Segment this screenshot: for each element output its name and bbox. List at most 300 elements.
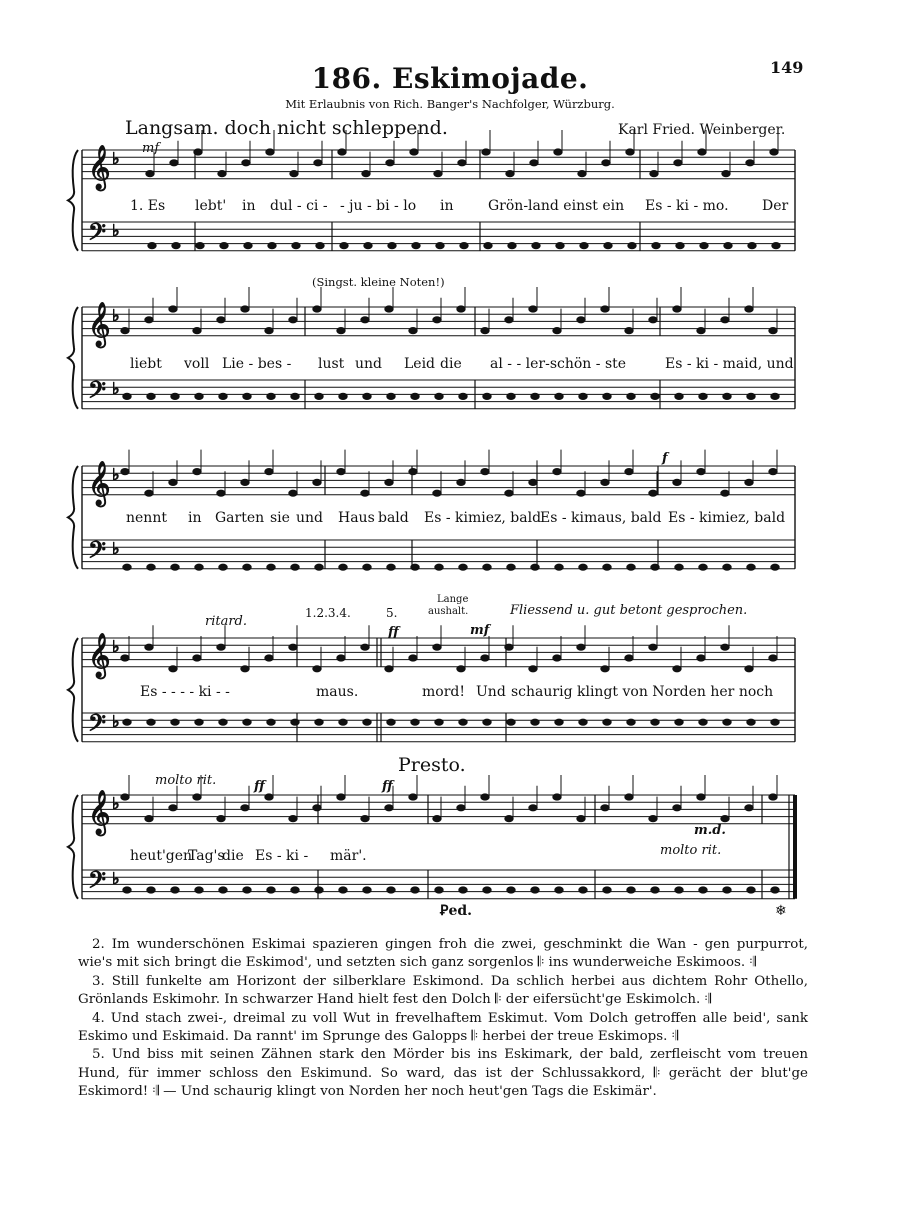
notehead (603, 393, 611, 399)
notehead (507, 564, 515, 570)
notehead (291, 887, 299, 893)
notehead (193, 794, 201, 800)
notehead (411, 393, 419, 399)
lyric: schaurig klingt von Norden her noch (511, 684, 774, 700)
notehead (676, 243, 684, 249)
notehead (220, 243, 228, 249)
treble-clef-icon: 𝄞 (88, 145, 111, 189)
notehead (241, 479, 249, 485)
notehead (675, 393, 683, 399)
lyric: Es - kimaus, bald (540, 510, 662, 526)
lyric: mär'. (330, 848, 367, 864)
notehead (747, 887, 755, 893)
volta-2: 5. (386, 606, 398, 620)
notehead (411, 564, 419, 570)
treble-clef-icon: 𝄞 (88, 461, 111, 505)
lyric: nennt (126, 510, 167, 526)
dynamic-mf-2: mf (470, 623, 490, 638)
notehead (457, 306, 465, 312)
notehead (291, 564, 299, 570)
lyric: Leid (404, 356, 436, 372)
notehead (529, 306, 537, 312)
notehead (457, 666, 465, 672)
notehead (482, 149, 490, 155)
notehead (243, 887, 251, 893)
notehead (769, 328, 777, 334)
notehead (434, 171, 442, 177)
notehead (459, 393, 467, 399)
notehead (700, 243, 708, 249)
notehead (508, 243, 516, 249)
notehead (769, 794, 777, 800)
notehead (530, 160, 538, 166)
notehead (121, 655, 129, 661)
pedal-marking: Ꝑed. (440, 903, 473, 919)
notehead (387, 887, 395, 893)
notehead (409, 794, 417, 800)
notehead (651, 887, 659, 893)
notehead (412, 243, 420, 249)
notehead (553, 469, 561, 475)
notehead (579, 564, 587, 570)
notehead (555, 393, 563, 399)
flat-key-signature-icon: ♭ (112, 637, 120, 656)
notehead (625, 469, 633, 475)
notehead (171, 719, 179, 725)
dynamic-ff-3: ff (382, 779, 393, 794)
notehead (267, 393, 275, 399)
notehead (747, 564, 755, 570)
notehead (433, 317, 441, 323)
notehead (242, 160, 250, 166)
notehead (364, 243, 372, 249)
lyric: liebt (130, 356, 162, 372)
notehead (723, 887, 731, 893)
notehead (363, 887, 371, 893)
notehead (267, 887, 275, 893)
notehead (147, 393, 155, 399)
notehead (193, 328, 201, 334)
notehead (313, 805, 321, 811)
notehead (603, 719, 611, 725)
notehead (507, 393, 515, 399)
notehead (771, 393, 779, 399)
lyric: heut'gen (130, 848, 193, 864)
notehead (169, 479, 177, 485)
lyric: al - - ler-schön - ste (490, 356, 627, 372)
molto-rit-2: molto rit. (660, 843, 722, 858)
notehead (505, 644, 513, 650)
treble-clef-icon: 𝄞 (88, 790, 111, 834)
notehead (289, 644, 297, 650)
notehead (193, 469, 201, 475)
notehead (435, 887, 443, 893)
notehead (772, 243, 780, 249)
page-number: 149 (770, 58, 804, 77)
notehead (722, 171, 730, 177)
notehead (316, 243, 324, 249)
notehead (601, 666, 609, 672)
notehead (697, 655, 705, 661)
flat-key-signature-icon: ♭ (112, 379, 120, 398)
song-title: 186. Eskimojade. (311, 62, 589, 95)
notehead (385, 479, 393, 485)
notehead (771, 564, 779, 570)
lyric: Lie - bes - (222, 356, 292, 372)
lyric: Es - kimiez, bald (668, 510, 786, 526)
notehead (387, 564, 395, 570)
ritard-marking: ritard. (205, 614, 248, 629)
dynamic-mf-1: mf (142, 141, 160, 156)
notehead (723, 564, 731, 570)
notehead (577, 490, 585, 496)
notehead (385, 666, 393, 672)
notehead (649, 490, 657, 496)
notehead (195, 564, 203, 570)
notehead (433, 816, 441, 822)
notehead (145, 644, 153, 650)
notehead (169, 666, 177, 672)
flat-key-signature-icon: ♭ (112, 221, 120, 240)
notehead (506, 171, 514, 177)
singer-annotation: (Singst. kleine Noten!) (312, 275, 445, 289)
flat-key-signature-icon: ♭ (112, 794, 120, 813)
notehead (123, 719, 131, 725)
notehead (241, 306, 249, 312)
notehead (601, 805, 609, 811)
notehead (315, 393, 323, 399)
notehead (697, 469, 705, 475)
notehead (580, 243, 588, 249)
permission-note: Mit Erlaubnis von Rich. Banger's Nachfolger, Würzburg. (285, 97, 615, 111)
notehead (627, 393, 635, 399)
notehead (747, 393, 755, 399)
notehead (218, 171, 226, 177)
dynamic-f: f (662, 451, 668, 466)
treble-clef-icon: 𝄞 (88, 633, 111, 677)
notehead (265, 328, 273, 334)
notehead (409, 655, 417, 661)
pedal-release-icon: ❄ (775, 903, 787, 919)
notehead (339, 393, 347, 399)
notehead (673, 666, 681, 672)
notehead (436, 243, 444, 249)
notehead (745, 666, 753, 672)
notehead (529, 805, 537, 811)
notehead (484, 243, 492, 249)
brace (68, 307, 78, 409)
notehead (745, 479, 753, 485)
lyric: Garten (215, 510, 265, 526)
notehead (649, 644, 657, 650)
notehead (337, 794, 345, 800)
notehead (243, 393, 251, 399)
notehead (457, 479, 465, 485)
flat-key-signature-icon: ♭ (112, 465, 120, 484)
notehead (601, 306, 609, 312)
lyric: die (222, 848, 244, 864)
notehead (721, 317, 729, 323)
notehead (697, 794, 705, 800)
notehead (505, 816, 513, 822)
notehead (313, 306, 321, 312)
composer: Karl Fried. Weinberger. (618, 122, 786, 138)
lyric: und (355, 356, 382, 372)
notehead (531, 719, 539, 725)
notehead (219, 564, 227, 570)
notehead (697, 328, 705, 334)
notehead (577, 816, 585, 822)
notehead (459, 887, 467, 893)
notehead (577, 644, 585, 650)
lyric: voll (184, 356, 210, 372)
lyric: 1. Es (130, 198, 166, 214)
notehead (554, 149, 562, 155)
notehead (553, 655, 561, 661)
notehead (361, 490, 369, 496)
notehead (771, 887, 779, 893)
lyric: Es - ki - mo. (645, 198, 729, 214)
notehead (556, 243, 564, 249)
notehead (770, 149, 778, 155)
speech-direction: Fliessend u. gut betont gesprochen. (510, 603, 748, 618)
notehead (411, 719, 419, 725)
lyric: in (440, 198, 454, 214)
lyric: Der (762, 198, 789, 214)
bass-clef-icon: 𝄢 (88, 709, 107, 742)
notehead (338, 149, 346, 155)
brace (68, 638, 78, 742)
notehead (628, 243, 636, 249)
notehead (169, 306, 177, 312)
notehead (387, 393, 395, 399)
notehead (241, 666, 249, 672)
notehead (121, 328, 129, 334)
lyric: und (296, 510, 323, 526)
notehead (410, 149, 418, 155)
lyric: Es - - - - ki - - (140, 684, 230, 700)
notehead (604, 243, 612, 249)
notehead (195, 393, 203, 399)
molto-rit-1: molto rit. (155, 773, 217, 788)
brace (68, 466, 78, 569)
notehead (532, 243, 540, 249)
lyric: maus. (316, 684, 359, 700)
notehead (673, 479, 681, 485)
notehead (721, 816, 729, 822)
lyric: Grön-land einst ein (488, 198, 625, 214)
notehead (603, 887, 611, 893)
notehead (265, 794, 273, 800)
dynamic-ff: ff (388, 625, 399, 640)
notehead (145, 816, 153, 822)
notehead (435, 719, 443, 725)
notehead (217, 816, 225, 822)
notehead (553, 794, 561, 800)
lyric: die (440, 356, 462, 372)
notehead (625, 328, 633, 334)
notehead (603, 564, 611, 570)
notehead (531, 393, 539, 399)
presto-marking: Presto. (398, 754, 466, 776)
notehead (481, 469, 489, 475)
notehead (433, 490, 441, 496)
notehead (746, 160, 754, 166)
notehead (147, 564, 155, 570)
brace (68, 150, 78, 251)
notehead (505, 490, 513, 496)
notehead (315, 887, 323, 893)
notehead (386, 160, 394, 166)
flat-key-signature-icon: ♭ (112, 539, 120, 558)
notehead (195, 887, 203, 893)
notehead (699, 887, 707, 893)
notehead (577, 317, 585, 323)
notehead (146, 171, 154, 177)
lyric: bald (378, 510, 409, 526)
notehead (123, 564, 131, 570)
notehead (745, 805, 753, 811)
notehead (579, 393, 587, 399)
notehead (745, 306, 753, 312)
notehead (121, 469, 129, 475)
notehead (435, 564, 443, 570)
notehead (385, 805, 393, 811)
notehead (651, 393, 659, 399)
notehead (650, 171, 658, 177)
notehead (361, 317, 369, 323)
notehead (674, 160, 682, 166)
notehead (243, 564, 251, 570)
notehead (458, 160, 466, 166)
notehead (170, 160, 178, 166)
notehead (673, 805, 681, 811)
notehead (555, 887, 563, 893)
notehead (411, 887, 419, 893)
notehead (289, 816, 297, 822)
notehead (555, 719, 563, 725)
notehead (147, 719, 155, 725)
notehead (194, 149, 202, 155)
notehead (698, 149, 706, 155)
notehead (721, 490, 729, 496)
notehead (291, 719, 299, 725)
notehead (649, 816, 657, 822)
notehead (219, 719, 227, 725)
notehead (266, 149, 274, 155)
notehead (123, 887, 131, 893)
notehead (385, 306, 393, 312)
lyric: Es - ki - maid, und (665, 356, 794, 372)
bass-clef-icon: 𝄢 (88, 536, 107, 569)
notehead (723, 719, 731, 725)
lyric: Es - ki - (255, 848, 309, 864)
verse-2: 2. Im wunderschönen Eskimai spazieren gingen froh die zwei, geschminkt die Wan - gen purpurrot, wie's mit sich bringt die Eskimod', und setzten sich ganz sorgenlos 𝄆 ins wunderweiche Eskimoos. 𝄇 (78, 937, 808, 971)
lyric: Tag's (188, 848, 225, 864)
flat-key-signature-icon: ♭ (112, 149, 120, 168)
notehead (145, 490, 153, 496)
lyric: mord! (422, 684, 465, 700)
notehead (578, 171, 586, 177)
aushalt-note: aushalt. (428, 606, 469, 617)
notehead (292, 243, 300, 249)
lyric: in (188, 510, 202, 526)
notehead (649, 317, 657, 323)
notehead (147, 887, 155, 893)
bass-clef-icon: 𝄢 (88, 376, 107, 409)
notehead (315, 719, 323, 725)
notehead (531, 887, 539, 893)
notehead (313, 479, 321, 485)
notehead (290, 171, 298, 177)
notehead (363, 719, 371, 725)
notehead (363, 564, 371, 570)
notehead (483, 887, 491, 893)
notehead (361, 816, 369, 822)
notehead (555, 564, 563, 570)
bass-clef-icon: 𝄢 (88, 866, 107, 899)
lyric: Und (476, 684, 506, 700)
notehead (481, 794, 489, 800)
notehead (652, 243, 660, 249)
notehead (217, 644, 225, 650)
notehead (651, 564, 659, 570)
notehead (699, 393, 707, 399)
notehead (625, 794, 633, 800)
notehead (169, 805, 177, 811)
notehead (553, 328, 561, 334)
notehead (172, 243, 180, 249)
notehead (747, 719, 755, 725)
notehead (748, 243, 756, 249)
notehead (529, 666, 537, 672)
lyric: - ju - bi - lo (340, 198, 417, 214)
verse-3: 3. Still funkelte am Horizont der silberklare Eskimond. Da schlich herbei aus dichtem Rohr Othello, Grönlands Eskimohr. In schwarzer Hand hielt fest den Dolch 𝄆 der eifersücht'ge Eskimolch. 𝄇 (78, 973, 808, 1008)
notehead (721, 644, 729, 650)
notehead (313, 666, 321, 672)
notehead (196, 243, 204, 249)
notehead (673, 306, 681, 312)
notehead (265, 655, 273, 661)
notehead (291, 393, 299, 399)
notehead (724, 243, 732, 249)
notehead (531, 564, 539, 570)
lyric: sie (270, 510, 290, 526)
notehead (579, 887, 587, 893)
flat-key-signature-icon: ♭ (112, 306, 120, 325)
notehead (675, 887, 683, 893)
notehead (388, 243, 396, 249)
notehead (602, 160, 610, 166)
notehead (339, 564, 347, 570)
notehead (457, 805, 465, 811)
notehead (435, 393, 443, 399)
notehead (267, 564, 275, 570)
notehead (507, 887, 515, 893)
notehead (459, 564, 467, 570)
notehead (363, 393, 371, 399)
notehead (219, 887, 227, 893)
lyric: Es - kimiez, bald (424, 510, 542, 526)
notehead (601, 479, 609, 485)
notehead (219, 393, 227, 399)
notehead (314, 160, 322, 166)
notehead (651, 719, 659, 725)
treble-clef-icon: 𝄞 (88, 302, 111, 346)
brace (68, 795, 78, 899)
notehead (268, 243, 276, 249)
notehead (459, 719, 467, 725)
